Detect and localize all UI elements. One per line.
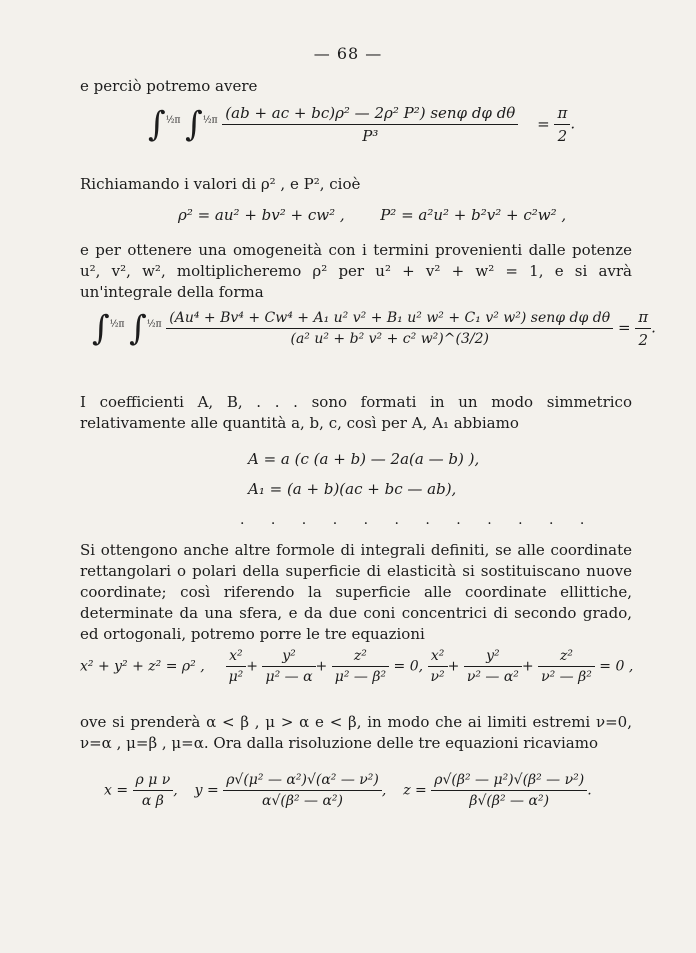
x-fraction — [133, 772, 174, 809]
rho-squared-expression: ρ² = au² + bv² + cw² , — [178, 206, 345, 224]
fraction — [428, 648, 448, 685]
fraction — [226, 648, 247, 685]
fraction — [538, 648, 595, 685]
rhs-fraction — [554, 104, 570, 145]
integral-sign: ∫ — [129, 308, 147, 349]
fraction-numerator: x² — [428, 648, 448, 667]
y-fraction — [223, 772, 382, 809]
rhs-denominator: 2 — [638, 331, 648, 349]
fraction-numerator: z² — [538, 648, 595, 667]
x-lhs: x = — [104, 782, 129, 799]
page-number: — 68 — — [313, 44, 383, 63]
integrand-numerator: (ab + ac + bc)ρ² — 2ρ² P²) senφ dφ dθ — [222, 104, 518, 125]
equation-end: . — [587, 782, 592, 799]
paragraph-homogeneity: e per ottenere una omogeneità con i termini provenienti dalle potenze u², v², w², moltiplicheremo ρ² per u² + v² + w² = 1, e si avrà un'integrale della forma — [80, 241, 632, 301]
integral-upper-limit: ½π — [165, 115, 181, 126]
equation-xyz-solution: x = $\frac{\text{ρ μ ν}}{\text{α β}}$ , y = $\frac{\text{ρ√(μ² — α²)√(α² — ν²)}}{\text{α√(β² — α²)}}$ , z = $\frac{\text{ρ√(β² — μ²)√(β² — ν²)}}{\text{β√(β² — α²)}}$ . — [104, 772, 592, 809]
ellipsis-row: . . . . . . . . . . . . — [240, 512, 596, 528]
equation-rho-p — [178, 206, 566, 224]
paragraph-recall: Richiamando i valori di ρ² , e P², cioè — [80, 175, 361, 193]
equals-zero: = 0 , — [599, 658, 634, 675]
fraction-denominator: ν² — α² — [466, 669, 519, 685]
paragraph-limits: ove si prenderà α < β , μ > α e < β, in modo che ai limiti estremi ν=0, ν=α , μ=β , μ=α. Ora dalla risoluzione delle tre equazioni ricaviamo — [80, 713, 632, 752]
fraction-numerator: x² — [226, 648, 247, 667]
fraction-denominator: ν² — [430, 669, 445, 685]
rhs-numerator: π — [554, 104, 570, 125]
fraction-numerator: ρ√(β² — μ²)√(β² — ν²) — [431, 772, 587, 791]
p-squared-expression: P² = a²u² + b²v² + c²w² , — [380, 206, 567, 224]
z-fraction — [431, 772, 587, 809]
paragraph-coefficients: I coefficienti A, B, . . . sono formati in un modo simmetrico relativamente alle quantità a, b, c, così per A, A₁ abbiamo — [80, 393, 632, 432]
rhs-fraction — [635, 308, 651, 349]
integrand-fraction — [222, 104, 518, 145]
equation-three-surfaces: x² + y² + z² = ρ² , $\frac{\text{x²}}{\text{μ²}}$ + $\frac{\text{y²}}{\text{μ² — α}}$ + $\frac{\text{z²}}{\text{μ² — β²}}$ = 0, $\frac{\text{x²}}{\text{ν²}}$ + $\frac{\text{y²}}{\text{ν² — α²}}$ + $\frac{\text{z²}}{\text{ν² — β²}}$ = 0 , — [80, 648, 634, 685]
integral-sign: ∫ — [185, 104, 203, 145]
integral-upper-limit: ½π — [202, 115, 218, 126]
fraction-denominator: μ² — [228, 669, 244, 685]
equation-A1: A₁ = (a + b)(ac + bc — ab), — [248, 480, 457, 498]
integral-upper-limit: ½π — [109, 319, 125, 330]
rhs-numerator: π — [635, 308, 651, 329]
fraction-numerator: z² — [332, 648, 389, 667]
fraction-denominator: μ² — α — [265, 669, 313, 685]
integrand-denominator: (a² u² + b² v² + c² w²)^(3/2) — [290, 331, 489, 347]
equals-zero: = 0, — [393, 658, 424, 675]
fraction-numerator: y² — [262, 648, 315, 667]
integral-sign: ∫ — [92, 308, 110, 349]
fraction-numerator: ρ√(μ² — α²)√(α² — ν²) — [223, 772, 382, 791]
fraction-numerator: y² — [464, 648, 522, 667]
y-lhs: y = — [194, 782, 219, 799]
fraction-denominator: α√(β² — α²) — [262, 793, 344, 809]
equation-double-integral-1: ∫$^{\frac{1}{2}\pi}$ ∫$^{\frac{1}{2}\pi}$ $\frac{\text{(ab + ac + bc)ρ² — 2ρ² P²) senφ dφ dθ}}{\text{P³}}$ = $\frac{\pi}{2}$ . — [148, 104, 576, 145]
equation-end: . — [570, 114, 576, 133]
fraction-denominator: μ² — β² — [334, 669, 387, 685]
paragraph-elliptic-coordinates: Si ottengono anche altre formole di integrali definiti, se alle coordinate rettangolari o polari della superficie di elasticità si sostituiscano nuove coordinate; così riferendo la superficie alle coordinate ellittiche, determinate da una sfera, e da due coni concentrici di secondo grado, ed ortogonali, potremo porre le tre equazioni — [80, 541, 632, 643]
equation-double-integral-2: ∫$^{\frac{1}{2}\pi}$ ∫$^{\frac{1}{2}\pi}$ (Au⁴ + Bv⁴ + Cw⁴ + A₁ u² v² + B₁ u² w² + C₁ v² w²) senφ dφ dθ (a² u² + b² v² + c² w²)^(3/2) = $\frac{\pi}{2}$ . — [92, 308, 656, 349]
integrand-fraction — [166, 310, 613, 347]
fraction-numerator: ρ μ ν — [133, 772, 174, 791]
fraction-denominator: α β — [141, 793, 164, 809]
fraction — [332, 648, 389, 685]
sphere-equation: x² + y² + z² = ρ² , — [80, 658, 205, 675]
z-lhs: z = — [403, 782, 427, 799]
fraction — [262, 648, 315, 685]
integral-upper-limit: ½π — [146, 319, 162, 330]
integral-sign: ∫ — [148, 104, 166, 145]
equation-A: A = a (c (a + b) — 2a(a — b) ), — [248, 450, 480, 468]
fraction — [464, 648, 522, 685]
rhs-denominator: 2 — [557, 127, 568, 145]
paragraph-intro: e perciò potremo avere — [80, 77, 258, 95]
fraction-denominator: ν² — β² — [541, 669, 592, 685]
integrand-denominator: P³ — [362, 127, 379, 145]
integrand-numerator: (Au⁴ + Bv⁴ + Cw⁴ + A₁ u² v² + B₁ u² w² + C₁ v² w²) senφ dφ dθ — [166, 310, 613, 329]
fraction-denominator: β√(β² — α²) — [469, 793, 550, 809]
equation-end: . — [651, 318, 656, 337]
